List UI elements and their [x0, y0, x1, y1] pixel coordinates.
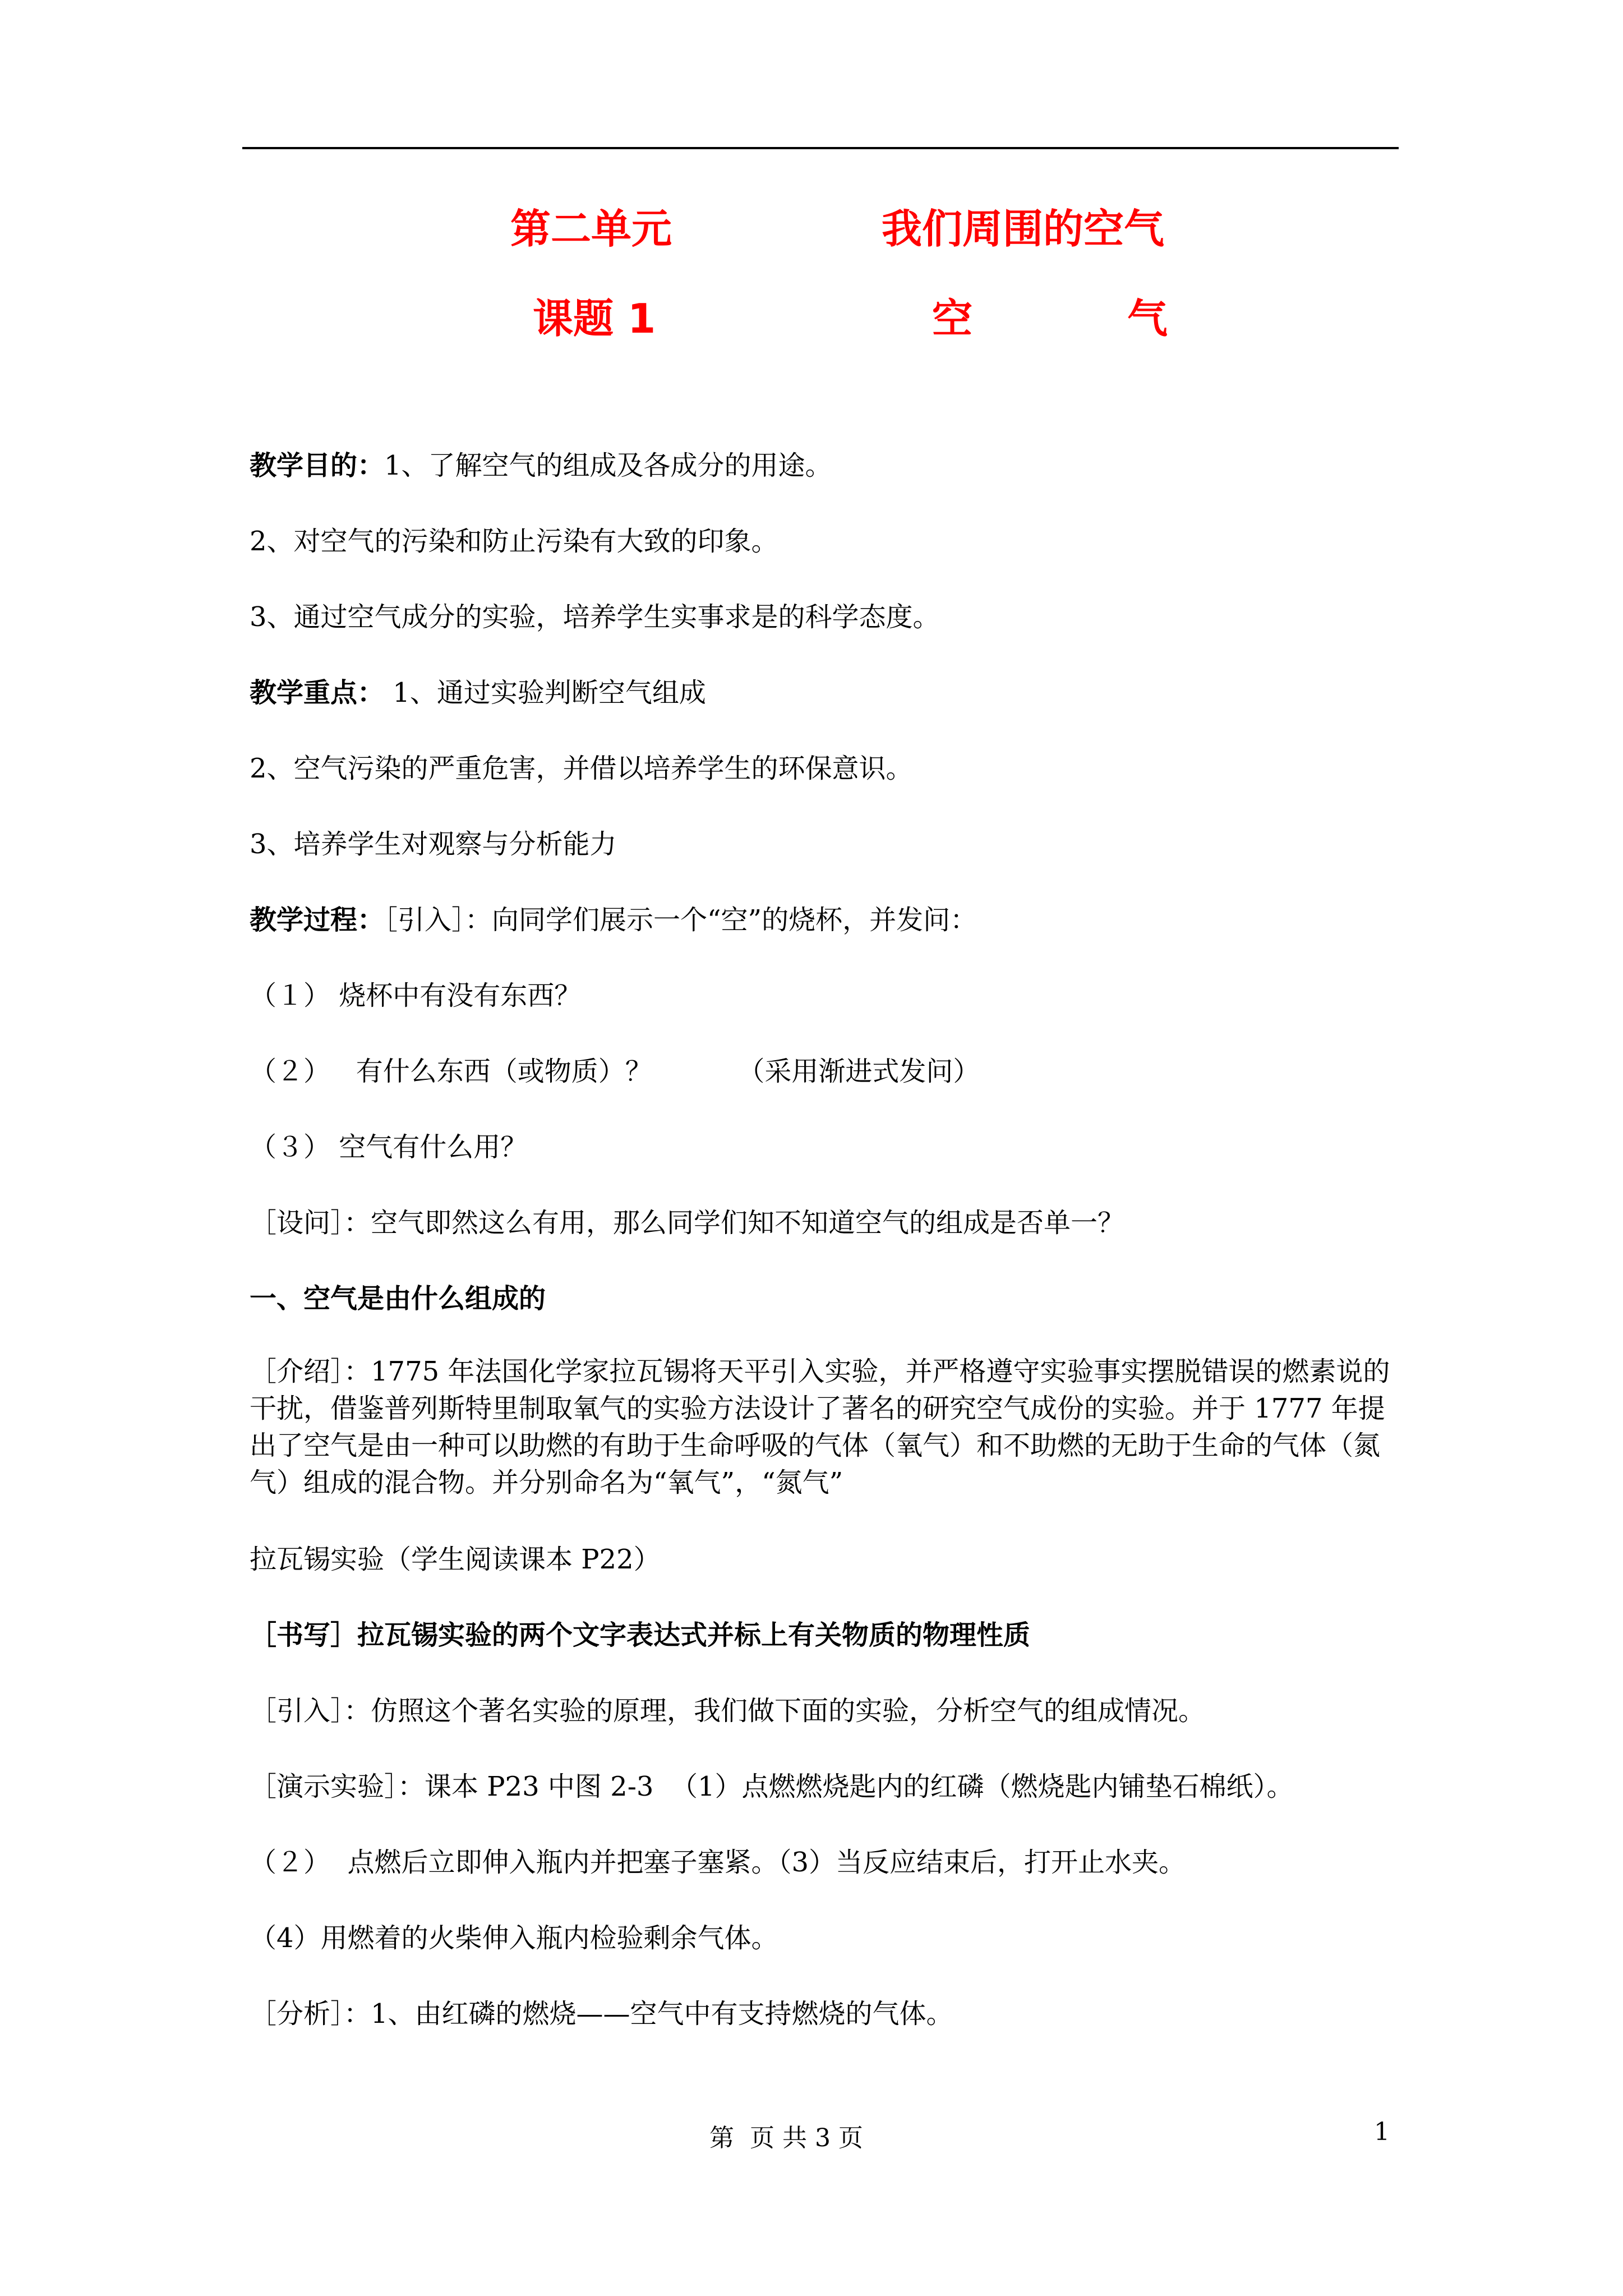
intro-paragraph: ［介绍］：1775 年法国化学家拉瓦锡将天平引入实验，并严格遵守实验事实摆脱错误的燃素说的干扰，借鉴普列斯特里制取氧气的实验方法设计了著名的研究空气成份的实验。并于 1777 年提出了空气是由一种可以助燃的有助于生命呼吸的气体（氧气）和不助燃的无助于生命的气体（氮气）组成的混合物。并分别命名为“氧气”，“氮气” [250, 1356, 1390, 1498]
writing-task: ［书写］拉瓦锡实验的两个文字表达式并标上有关物质的物理性质 [250, 1619, 1031, 1651]
header-rule [242, 147, 1399, 149]
lesson-title-char-2: 气 [1127, 295, 1168, 342]
footer-page-info: 第 页 共 3 页 [709, 2124, 863, 2152]
objective-item: 1、了解空气的组成及各成分的用途。 [384, 450, 832, 481]
process-question: （２） 有什么东西（或物质）？ （采用渐进式发问） [250, 1056, 980, 1087]
key-point-item: 2、空气污染的严重危害，并借以培养学生的环保意识。 [250, 753, 913, 784]
objective-item: 3、通过空气成分的实验，培养学生实事求是的科学态度。 [250, 601, 940, 633]
analysis: ［分析］：1、由红磷的燃烧——空气中有支持燃烧的气体。 [250, 1998, 953, 2030]
key-point-item: 1、通过实验判断空气组成 [384, 677, 706, 708]
objectives-label: 教学目的： [250, 450, 385, 481]
objective-item: 2、对空气的污染和防止污染有大致的印象。 [250, 526, 778, 557]
key-points-label: 教学重点： [250, 677, 385, 708]
process-intro: ［引入］：向同学们展示一个“空”的烧杯，并发问： [384, 904, 978, 936]
intro-2: ［引入］：仿照这个著名实验的原理，我们做下面的实验，分析空气的组成情况。 [250, 1695, 1206, 1727]
process-label: 教学过程： [250, 904, 385, 936]
setup-question: ［设问］：空气即然这么有用，那么同学们知不知道空气的组成是否单一？ [250, 1207, 1125, 1239]
lavoisier-experiment: 拉瓦锡实验（学生阅读课本 P22） [250, 1544, 661, 1575]
lesson-label: 课题 1 [533, 295, 656, 342]
process-question: （３） 空气有什么用？ [250, 1131, 528, 1163]
section-heading: 一、空气是由什么组成的 [250, 1283, 546, 1314]
footer-page-number: 1 [1374, 2118, 1390, 2146]
lesson-title-char-1: 空 [932, 295, 973, 342]
demo-step-2: （２） 点燃后立即伸入瓶内并把塞子塞紧。（3）当反应结束后，打开止水夹。 [250, 1847, 1186, 1878]
objectives-line-1 [250, 447, 832, 484]
process-question: （１） 烧杯中有没有东西？ [250, 980, 582, 1011]
process-line-1 [250, 901, 977, 938]
demo-experiment: ［演示实验］：课本 P23 中图 2-3 （1）点燃燃烧匙内的红磷（燃烧匙内铺垫石棉纸）。 [250, 1771, 1294, 1802]
unit-label: 第二单元 [510, 205, 672, 252]
key-point-item: 3、培养学生对观察与分析能力 [250, 829, 617, 860]
unit-title: 我们周围的空气 [882, 205, 1165, 252]
demo-step-4: （4）用燃着的火柴伸入瓶内检验剩余气体。 [250, 1922, 778, 1954]
key-points-line-1 [250, 674, 706, 711]
